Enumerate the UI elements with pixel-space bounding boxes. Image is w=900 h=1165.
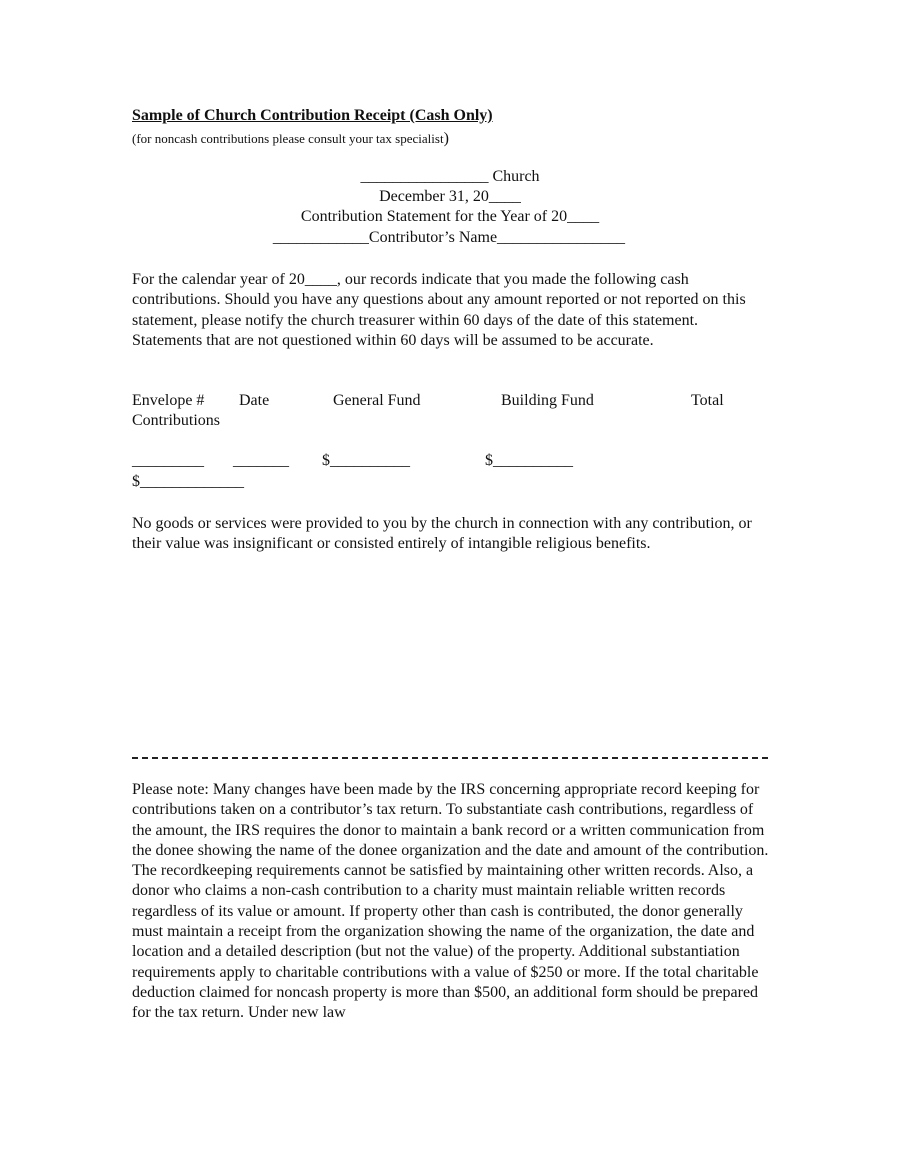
irs-note-paragraph [132,780,772,1024]
intro-paragraph-text: For the calendar year of 20____, our records indicate that you made the following cash contributions. Should you have any questions about any amount reported or not reported on this statement, please notify the church treasurer within 60 days of the date of this statement. Statements that are not questioned within 60 days will be assumed to be accurate. [132,271,746,349]
header-building-fund: Building Fund [501,392,594,409]
blank-date: _______ [233,452,289,469]
contributor-name-line: ____________Contributor’s Name________________ [272,229,626,246]
document-title: Sample of Church Contribution Receipt (Cash Only) [132,107,493,124]
subtitle-close-paren: ) [443,130,449,147]
document-subtitle [132,130,449,148]
church-name-line: ________________ Church [360,168,540,185]
header-contributions: Contributions [132,412,221,429]
dashed-separator [132,757,768,759]
header-date: Date [239,392,270,409]
blank-building-fund: $__________ [485,452,573,469]
goods-services-paragraph [132,514,772,555]
goods-services-text: No goods or services were provided to you by the church in connection with any contribution, or their value was insignificant or consisted entirely of intangible religious benefits. [132,515,752,553]
statement-date-line: December 31, 20____ [379,188,521,205]
intro-paragraph [132,270,772,351]
statement-year-line: Contribution Statement for the Year of 20____ [300,208,600,225]
blank-general-fund: $__________ [322,452,410,469]
subtitle-text: (for noncash contributions please consult your tax specialist [132,131,444,146]
blank-envelope: _________ [132,452,204,469]
header-general-fund: General Fund [333,392,421,409]
irs-note-text: Please note: Many changes have been made by the IRS concerning appropriate record keeping for contributions taken on a contributor’s tax return. To substantiate cash contributions, regardless of the amount, the IRS requires the donor to maintain a bank record or a written communication from the donee showing the name of the donee organization and the date and amount of the contribution. The recordkeeping requirements cannot be satisfied by maintaining other written records. Also, a donor who claims a non-cash contribution to a charity must maintain reliable written records regardless of its value or amount. If property other than cash is contributed, the donor generally must maintain a receipt from the organization showing the name of the organization, the date and location and a detailed description (but not the value) of the property. Additional substantiation requirements apply to charitable contributions with a value of $250 or more. If the total charitable deduction claimed for noncash property is more than $500, an additional form should be prepared for the tax return. Under new law [132,781,769,1022]
blank-total: $_____________ [132,473,244,490]
header-envelope: Envelope # [132,392,205,409]
header-total: Total [691,392,724,409]
